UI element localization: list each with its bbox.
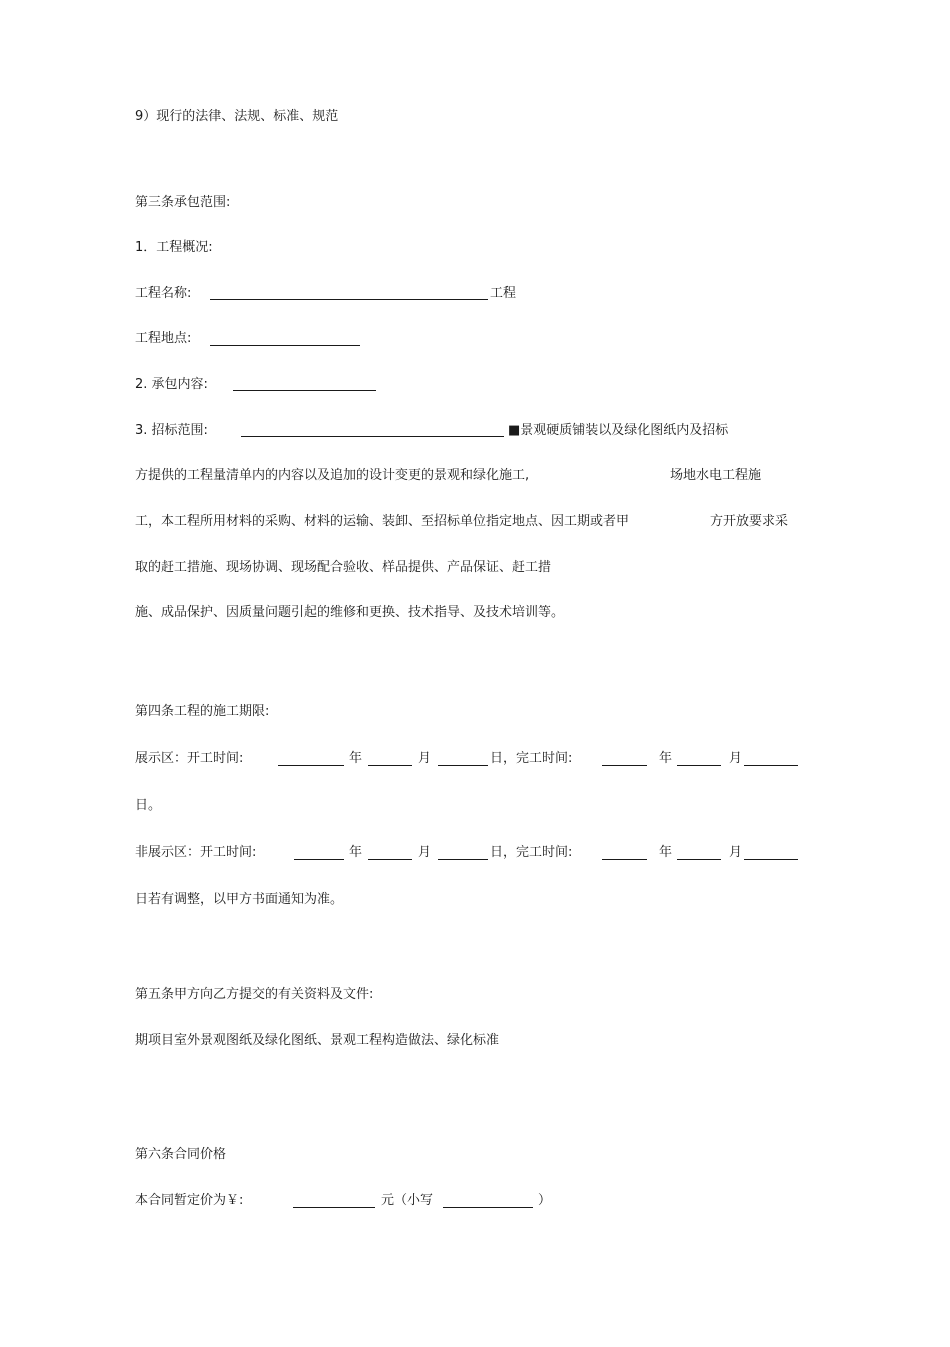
price-close-paren: ）	[538, 1193, 552, 1208]
article-3-title: 第三条承包范围:	[135, 195, 231, 210]
project-name-suffix: 工程	[490, 286, 517, 301]
article-6-title: 第六条合同价格	[135, 1147, 227, 1162]
project-site-label: 工程地点:	[135, 331, 192, 346]
project-name-blank[interactable]	[210, 299, 488, 300]
nondisplay-start-year-unit: 年	[349, 845, 363, 860]
schedule-adjust-note: 日若有调整，以甲方书面通知为准。	[135, 892, 344, 907]
project-site-blank[interactable]	[210, 345, 360, 346]
nondisplay-end-day-blank[interactable]	[744, 859, 798, 860]
display-end-month-blank[interactable]	[677, 765, 721, 766]
display-end-day-blank[interactable]	[744, 765, 798, 766]
bid-scope-text-5: 施、成品保护、因质量问题引起的维修和更换、技术指导、及技术培训等。	[135, 605, 565, 620]
display-start-year-unit: 年	[349, 751, 363, 766]
nondisplay-end-year-unit: 年	[659, 845, 673, 860]
nondisplay-start-year-blank[interactable]	[294, 859, 344, 860]
bid-scope-text-3a: 工，本工程所用材料的采购、材料的运输、装卸、至招标单位指定地点、因工期或者甲	[135, 514, 630, 529]
display-start-year-blank[interactable]	[278, 765, 344, 766]
article-5-content: 期项目室外景观图纸及绿化图纸、景观工程构造做法、绿化标准	[135, 1033, 500, 1048]
contract-content-blank[interactable]	[233, 390, 376, 391]
non-display-area-label: 非展示区：开工时间:	[135, 845, 257, 860]
bid-scope-text-2b: 场地水电工程施	[670, 468, 762, 483]
bid-scope-label: 3. 招标范围:	[135, 423, 208, 438]
price-yuan-label: 元（小写	[381, 1193, 434, 1208]
display-end-label: 日，完工时间:	[490, 751, 573, 766]
nondisplay-end-month-blank[interactable]	[677, 859, 721, 860]
bid-scope-text-4: 取的赶工措施、现场协调、现场配合验收、样品提供、产品保证、赶工措	[135, 560, 552, 575]
display-end-month-unit: 月	[729, 751, 743, 766]
nondisplay-end-year-blank[interactable]	[602, 859, 647, 860]
contract-content-label: 2. 承包内容:	[135, 377, 208, 392]
display-start-month-blank[interactable]	[368, 765, 412, 766]
display-end-year-blank[interactable]	[602, 765, 647, 766]
price-lowercase-blank[interactable]	[443, 1207, 533, 1208]
bid-scope-text-3b: 方开放要求采	[710, 514, 789, 529]
bid-scope-blank[interactable]	[241, 436, 504, 437]
display-end-year-unit: 年	[659, 751, 673, 766]
price-amount-blank[interactable]	[293, 1207, 375, 1208]
article-4-title: 第四条工程的施工期限:	[135, 704, 270, 719]
price-label: 本合同暂定价为￥:	[135, 1193, 244, 1208]
nondisplay-start-month-blank[interactable]	[368, 859, 412, 860]
bid-scope-text-2a: 方提供的工程量清单内的内容以及追加的设计变更的景观和绿化施工,	[135, 468, 530, 483]
display-start-day-blank[interactable]	[438, 765, 488, 766]
nondisplay-start-month-unit: 月	[418, 845, 432, 860]
display-end-day-text: 日。	[135, 798, 162, 813]
display-start-month-unit: 月	[418, 751, 432, 766]
project-name-label: 工程名称:	[135, 286, 192, 301]
project-overview-heading: 1．工程概况:	[135, 240, 213, 255]
article-5-title: 第五条甲方向乙方提交的有关资料及文件:	[135, 987, 374, 1002]
nondisplay-end-label: 日，完工时间:	[490, 845, 573, 860]
bid-scope-text-1: ■景观硬质铺装以及绿化图纸内及招标	[508, 423, 729, 438]
item-9-text: 9）现行的法律、法规、标准、规范	[135, 109, 339, 124]
display-area-label: 展示区：开工时间:	[135, 751, 244, 766]
nondisplay-end-month-unit: 月	[729, 845, 743, 860]
nondisplay-start-day-blank[interactable]	[438, 859, 488, 860]
